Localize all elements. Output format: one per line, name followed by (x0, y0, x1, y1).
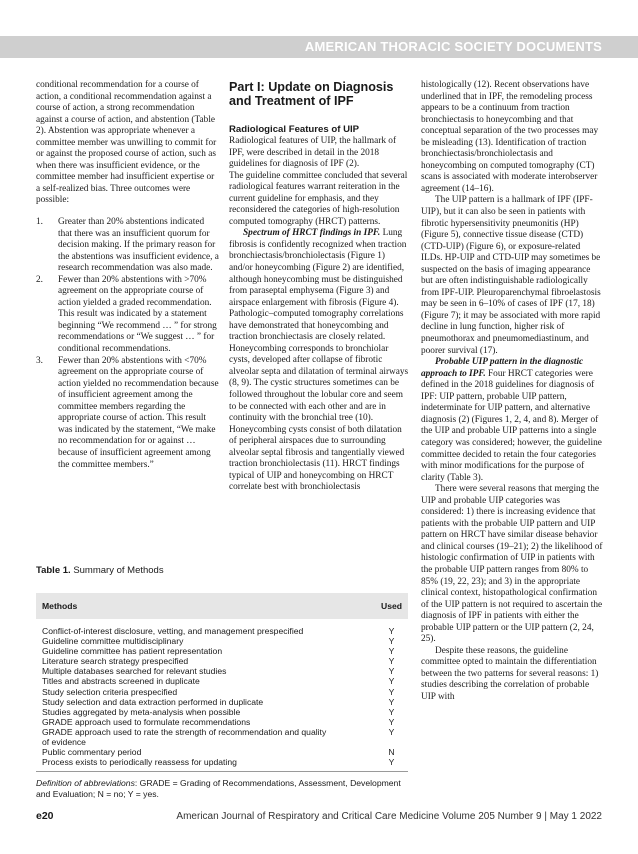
used-cell: Y (388, 686, 395, 697)
used-cell: Y (388, 646, 395, 657)
outcomes-list (36, 217, 220, 471)
right-paragraph-4: There were several reasons that merging the UIP and probable UIP categories was considered: 1) there is increasing evidence that patients with the probable UIP pattern and UIP pattern on HRCT have similar disease behavior and clinical courses (19–21); 2) the likelihood of histologic confirmation of UIP in patients with the probable UIP pattern ranges from 80% to 85% (19, 22, 23); and 3) in the appropriate clinical context, histopathological confirmation of the UIP pattern is not required to ascertain the diagnosis of IPF in patients with either the probable UIP pattern or the UIP pattern (2, 24, 25). (421, 484, 603, 645)
used-cell: Y (388, 666, 395, 677)
header-used: Used (375, 593, 408, 619)
mid-paragraph-1: Radiological features of UIP, the hallmark of IPF, were described in detail in the 2018 guidelines for diagnosis of IPF (2). (229, 136, 397, 170)
mid-paragraph-2: The guideline committee concluded that several radiological features warrant reiteration in the current guideline for emphasis, and they reconsidered the categories of high-resolution computed tomography (HRCT) patterns. (229, 170, 408, 227)
outcome-number: 1. (36, 217, 43, 228)
table-1 (36, 565, 408, 800)
section-title: Part I: Update on Diagnosis and Treatment of IPF (229, 80, 394, 108)
right-paragraph-5: Despite these reasons, the guideline committee opted to maintain the differentiation between the two patterns for several reasons: 1) studies describing the correlation of probable UIP with (421, 645, 599, 702)
used-cell: Y (388, 636, 395, 647)
outcome-item (36, 356, 220, 471)
left-intro-paragraph: conditional recommendation for a course of action, a conditional recommendation against a course of action, a strong recommendation against a course of action, and abstention (Table 2). Abstention was appropriate whenever a committee member was unwilling to commit for or against the proposed course of action, such as when there was insufficient evidence, or the committee member had insufficient expertise or a self-realized bias. Three outcomes were possible: (36, 80, 217, 206)
mid-paragraph-3-text: Lung fibrosis is confidently recognized when traction bronchiectasis/bronchiolectasis (Figure 1) and/or honeycombing (Figure 2) are identified, although honeycombing must be distinguished from paraseptal emphysema (Figure 3) and airspace enlargement with fibrosis (Figure 4). Pathologic–computed tomography correlations have demonstrated that honeycombing and traction bronchiectasis are closely related. (229, 228, 407, 343)
used-cell: Y (388, 656, 395, 667)
right-paragraph-2: The UIP pattern is a hallmark of IPF (IPF-UIP), but it can also be seen in patients with fibrotic hypersensitivity pneumonitis (HP) (Figure 5), connective tissue disease (CTD) (CTD-UIP) (Figure 6), or exposure-related ILDs. HP-UIP and CTD-UIP may sometimes be suspected on the basis of imaging appearance but are often indistinguishable radiologically from IPF-UIP. Pleuroparenchymal fibroelastosis may be seen in 6–10% of cases of IPF (17, 18) (Figure 7); it may be associated with more rapid decline in lung function, higher risk of pneumothorax and pneumomediastinum, and poorer survival (17). (421, 195, 601, 356)
table-label: Table 1. (36, 565, 71, 576)
method-cell: GRADE approach used to rate the strength of recommendation and quality of evidence (42, 726, 327, 748)
table-row (36, 757, 408, 772)
runin-heading-hrct: Spectrum of HRCT findings in IPF. (243, 228, 381, 239)
outcome-number: 2. (36, 274, 43, 285)
table-row (36, 687, 408, 697)
methods-table (36, 593, 408, 772)
outcome-item (36, 217, 220, 275)
outcome-item (36, 275, 220, 356)
table-row (36, 697, 408, 707)
method-cell: Study selection and data extraction performed in duplicate (42, 696, 264, 707)
method-cell: Guideline committee multidisciplinary (42, 636, 184, 647)
table-footnote (36, 778, 408, 799)
right-paragraph-3-text: Four HRCT categories were defined in the 2018 guidelines for diagnosis of IPF: UIP pattern, probable UIP pattern, indeterminate for UIP pattern, and alternative diagnosis (2) (Figures 1, 2, 4, and 8). Merger of the UIP and probable UIP patterns into a single category was considered; however, the guideline committee decided to retain the four categories with minor modifications for the purpose of clarity (Table 3). (421, 368, 602, 483)
method-cell: Conflict-of-interest disclosure, vetting, and management prespecified (42, 626, 304, 636)
used-cell: Y (388, 696, 395, 707)
table-row (36, 717, 408, 727)
page-number: e20 (36, 810, 54, 822)
table-row (36, 619, 408, 636)
right-column (421, 80, 603, 704)
used-cell: Y (375, 757, 408, 772)
subsection-title: Radiological Features of UIP (229, 124, 360, 135)
used-cell: N (388, 747, 395, 758)
method-cell: Process exists to periodically reassess for updating (36, 757, 375, 772)
banner-title: AMERICAN THORACIC SOCIETY DOCUMENTS (304, 39, 602, 54)
method-cell: Studies aggregated by meta-analysis when possible (42, 706, 241, 717)
right-paragraph-1: histologically (12). Recent observations have underlined that in IPF, the remodeling process appears to be a continuum from traction bronchiectasis to honeycombing and that conceptual separation of the two processes may be misleading (13). Identification of traction bronchiectasis/bronchiolectasis and honeycombing on computed tomography (CT) scans is associated with moderate interobserver agreement (14–16). (421, 80, 599, 194)
used-cell: Y (388, 676, 395, 687)
table-row (36, 676, 408, 686)
header-banner (0, 36, 638, 58)
table-row (36, 646, 408, 656)
middle-column (229, 80, 410, 494)
used-cell: Y (388, 626, 395, 636)
method-cell: Study selection criteria prespecified (42, 686, 178, 697)
table-row (36, 727, 408, 747)
header-methods: Methods (36, 593, 375, 619)
table-row (36, 656, 408, 666)
table-row (36, 747, 408, 757)
used-cell: Y (388, 716, 395, 727)
used-cell: Y (388, 726, 395, 737)
table-caption (36, 565, 408, 577)
outcome-text: Greater than 20% abstentions indicated that there was an insufficient quorum for decision making. If the primary reason for the abstentions was insufficient evidence, a research recommendation was also made. (58, 217, 219, 274)
method-cell: GRADE approach used to formulate recommendations (42, 716, 251, 727)
table-row (36, 666, 408, 676)
outcome-number: 3. (36, 355, 43, 366)
method-cell: Multiple databases searched for relevant studies (42, 666, 227, 677)
table-row (36, 707, 408, 717)
abbr-text: : GRADE = Grading of Recommendations, Assessment, Development and Evaluation; N = no; Y = yes. (36, 778, 401, 799)
journal-citation: American Journal of Respiratory and Critical Care Medicine Volume 205 Number 9 | May 1 2022 (176, 811, 602, 822)
table-row (36, 636, 408, 646)
table-header-row (36, 593, 408, 619)
outcome-text: Fewer than 20% abstentions with <70% agreement on the appropriate course of action yielded no recommendation because of insufficient agreement among the committee members regarding the appropriate course of action. This result was indicated by the statement, “We make no recommendation for or against … because of insufficient agreement among the committee members.” (58, 355, 219, 470)
method-cell: Titles and abstracts screened in duplicate (42, 676, 200, 687)
method-cell: Public commentary period (42, 747, 142, 758)
abbr-label: Definition of abbreviations (36, 778, 135, 789)
method-cell: Literature search strategy prespecified (42, 656, 189, 667)
runin-heading-probable-uip: Probable UIP pattern in the diagnostic approach to IPF. (421, 357, 584, 379)
method-cell: Guideline committee has patient representation (42, 646, 223, 657)
right-paragraph-3 (421, 357, 603, 484)
mid-paragraph-4: Honeycombing corresponds to bronchiolar cysts, developed after collapse of fibrotic alveolar septa and dilatation of terminal airways (8, 9). The cystic structures sometimes can be followed throughout the lobular core and seem to be connected with each other and are in continuity with the bronchial tree (10). Honeycombing cysts consist of both dilatation of peripheral airspaces due to surrounding alveolar septal fibrosis and tangentially viewed traction bronchiolectasis (11). HRCT findings typical of UIP and honeycombing on HRCT correlate best with bronchiolectasis (229, 343, 409, 493)
outcome-text: Fewer than 20% abstentions with >70% agreement on the appropriate course of action yielded a graded recommendation. This result was indicated by a statement beginning “We recommend … ” for strong recommendations or “We suggest … ” for conditional recommendations. (58, 274, 217, 355)
used-cell: Y (388, 706, 395, 717)
mid-paragraph-3 (229, 228, 410, 343)
table-title: Summary of Methods (73, 565, 164, 576)
left-column (36, 80, 220, 471)
